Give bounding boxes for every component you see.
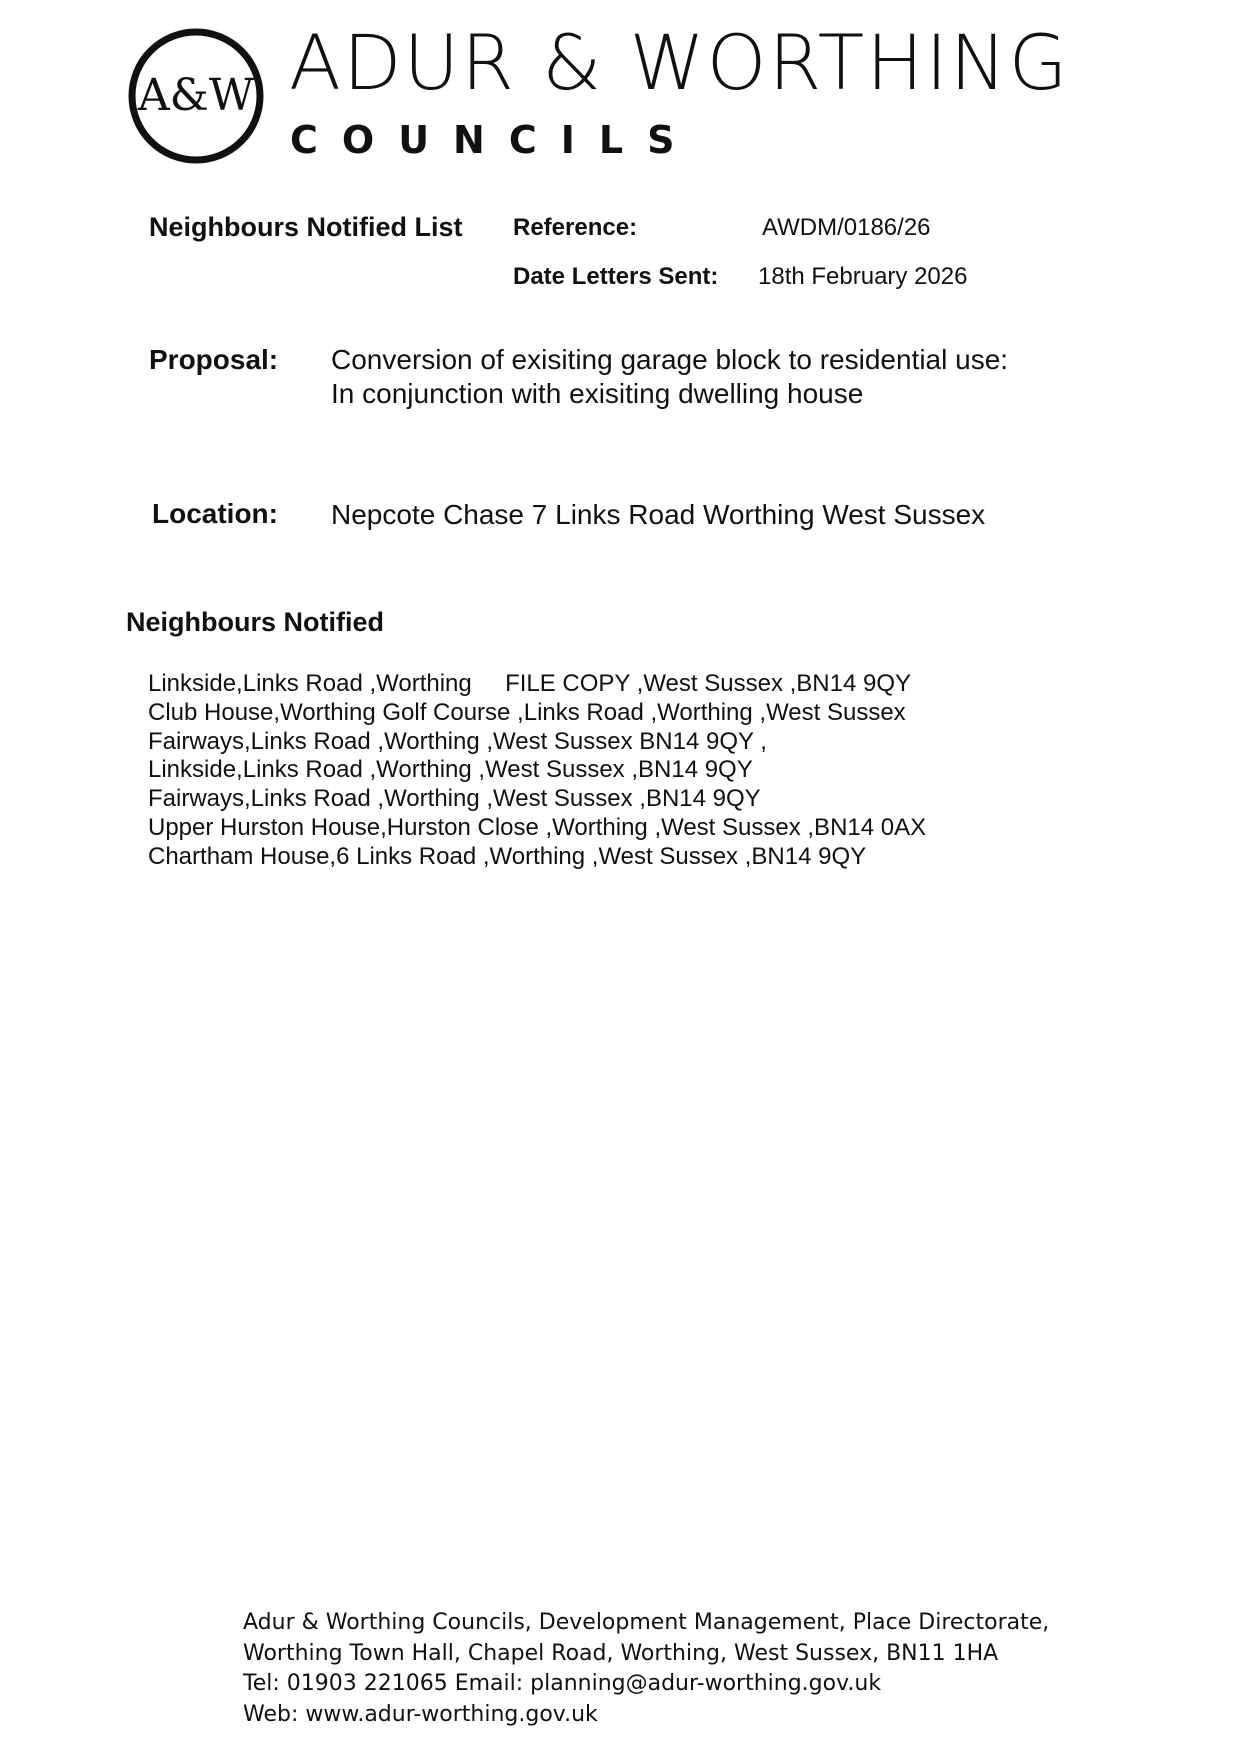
reference-value: AWDM/0186/26 (762, 214, 931, 241)
address-item: Fairways,Links Road ,Worthing ,West Sussex ,BN14 9QY (148, 785, 761, 813)
date-sent-label: Date Letters Sent: (513, 263, 719, 290)
proposal-line: In conjunction with exisiting dwelling house (331, 378, 864, 409)
footer-contact-line: Tel: 01903 221065 Email: planning@adur-worthing.gov.uk (243, 1671, 882, 1696)
date-sent-value: 18th February 2026 (758, 263, 968, 290)
brand-subtitle: COUNCILS (290, 118, 699, 162)
logo-monogram: A&W (137, 70, 255, 121)
footer-contact (243, 1608, 1049, 1730)
proposal-text (331, 343, 1008, 411)
address-item: Fairways,Links Road ,Worthing ,West Sussex BN14 9QY , (148, 727, 767, 755)
address-item: Linkside,Links Road ,Worthing ,West Sussex ,BN14 9QY (148, 756, 753, 784)
brand-title: ADUR & WORTHING (289, 18, 1070, 107)
neighbours-heading: Neighbours Notified (126, 607, 384, 637)
location-label: Location: (152, 498, 278, 529)
footer-address-line: Adur & Worthing Councils, Development Management, Place Directorate, (243, 1610, 1050, 1635)
footer-address-line: Worthing Town Hall, Chapel Road, Worthing, West Sussex, BN11 1HA (243, 1640, 999, 1666)
council-logo (126, 26, 266, 166)
address-item: Chartham House,6 Links Road ,Worthing ,West Sussex ,BN14 9QY (148, 842, 867, 870)
proposal-line: Conversion of exisiting garage block to residential use: (331, 344, 1009, 375)
address-item: Linkside,Links Road ,Worthing FILE COPY ,West Sussex ,BN14 9QY (148, 670, 912, 697)
location-value: Nepcote Chase 7 Links Road Worthing West Sussex (331, 499, 986, 530)
address-item: Upper Hurston House,Hurston Close ,Worthing ,West Sussex ,BN14 0AX (148, 813, 927, 841)
footer-web-line: Web: www.adur-worthing.gov.uk (243, 1701, 598, 1727)
reference-label: Reference: (513, 214, 638, 241)
address-item: Club House,Worthing Golf Course ,Links Road ,Worthing ,West Sussex (148, 698, 906, 726)
document-title: Neighbours Notified List (149, 212, 463, 242)
proposal-label: Proposal: (149, 344, 279, 375)
neighbours-address-list (148, 670, 926, 872)
